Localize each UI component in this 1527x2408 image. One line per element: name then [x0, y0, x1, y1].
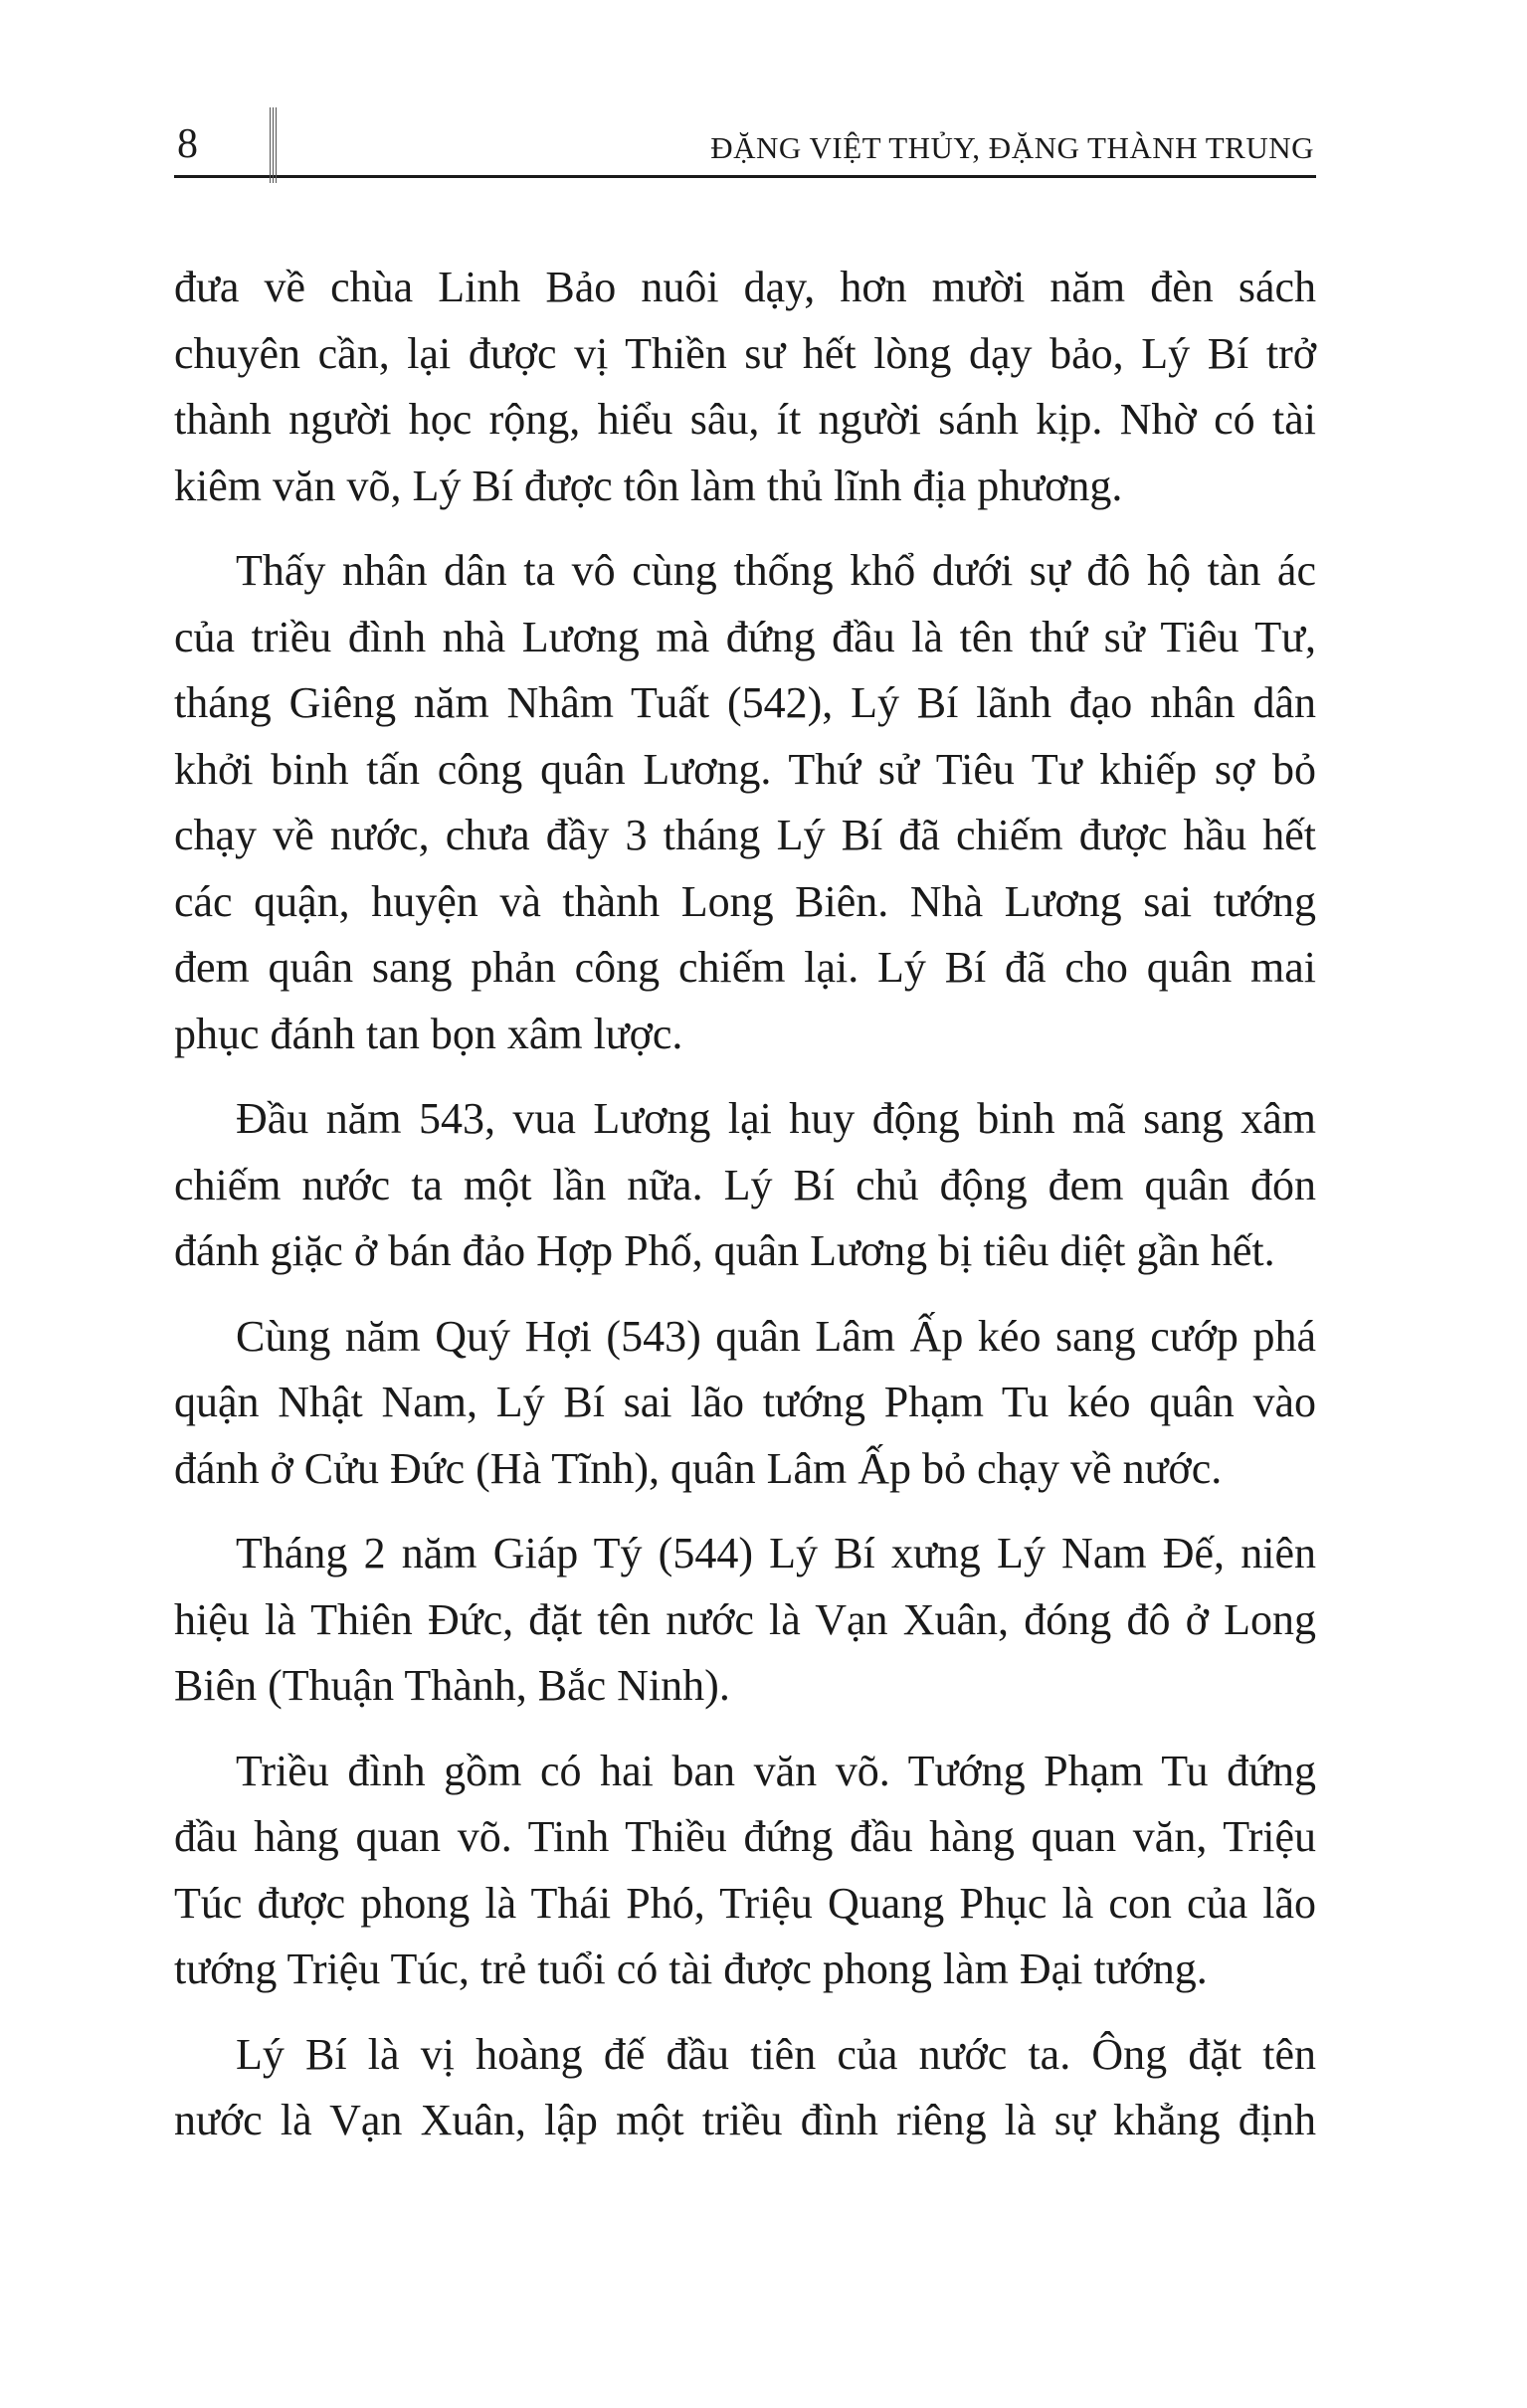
text-line: Đầu năm 543, vua Lương lại huy động binh mã sang xâm [236, 1094, 1316, 1143]
text-line: chuyên cần, lại được vị Thiền sư hết lòng dạy bảo, Lý Bí trở [174, 328, 1316, 378]
text-line: quận Nhật Nam, Lý Bí sai lão tướng Phạm Tu kéo quân vào [174, 1378, 1316, 1426]
text-line: kiêm văn võ, Lý Bí được tôn làm thủ lĩnh địa phương. [174, 461, 1123, 510]
text-line: chạy về nước, chưa đầy 3 tháng Lý Bí đã chiếm được hầu hết [174, 811, 1316, 859]
text-line: nước là Vạn Xuân, lập một triều đình riêng là sự khẳng định [174, 2096, 1316, 2144]
text-line: đem quân sang phản công chiếm lại. Lý Bí đã cho quân mai [174, 943, 1316, 992]
text-line: Lý Bí là vị hoàng đế đầu tiên của nước ta. Ông đặt tên [236, 2029, 1316, 2079]
text-line: chiếm nước ta một lần nữa. Lý Bí chủ động đem quân đón [174, 1160, 1316, 1209]
text-line: khởi binh tấn công quân Lương. Thứ sử Tiêu Tư khiếp sợ bỏ [174, 744, 1316, 794]
text-line: đánh giặc ở bán đảo Hợp Phố, quân Lương bị tiêu diệt gần hết. [174, 1226, 1275, 1275]
text-line: các quận, huyện và thành Long Biên. Nhà Lương sai tướng [174, 876, 1316, 926]
text-line: hiệu là Thiên Đức, đặt tên nước là Vạn Xuân, đóng đô ở Long [174, 1594, 1316, 1644]
text-line: tháng Giêng năm Nhâm Tuất (542), Lý Bí lãnh đạo nhân dân [174, 678, 1316, 727]
paragraph [174, 255, 1316, 519]
text-line: đầu hàng quan võ. Tinh Thiều đứng đầu hàng quan văn, Triệu [174, 1812, 1316, 1861]
text-line: Triều đình gồm có hai ban văn võ. Tướng Phạm Tu đứng [236, 1746, 1316, 1795]
paragraph [174, 1304, 1316, 1503]
text-line: Cùng năm Quý Hợi (543) quân Lâm Ấp kéo sang cướp phá [236, 1311, 1316, 1361]
text-line: Thấy nhân dân ta vô cùng thống khổ dưới sự đô hộ tàn ác [236, 546, 1316, 595]
text-line: thành người học rộng, hiểu sâu, ít người sánh kịp. Nhờ có tài [174, 395, 1316, 444]
text-line: của triều đình nhà Lương mà đứng đầu là tên thứ sử Tiêu Tư, [174, 612, 1316, 661]
running-title: ĐẶNG VIỆT THỦY, ĐẶNG THÀNH TRUNG [710, 130, 1314, 165]
header-divider-ornament [270, 107, 278, 183]
paragraph [174, 538, 1316, 1067]
page-number: 8 [177, 121, 198, 167]
paragraph [174, 1086, 1316, 1285]
body-text [174, 255, 1316, 2173]
text-line: Túc được phong là Thái Phó, Triệu Quang Phục là con của lão [174, 1878, 1316, 1928]
text-line: Biên (Thuận Thành, Bắc Ninh). [174, 1661, 730, 1710]
text-line: Tháng 2 năm Giáp Tý (544) Lý Bí xưng Lý Nam Đế, niên [236, 1529, 1316, 1577]
paragraph [174, 1739, 1316, 2003]
paragraph [174, 1521, 1316, 1720]
text-line: tướng Triệu Túc, trẻ tuổi có tài được phong làm Đại tướng. [174, 1945, 1208, 1993]
paragraph [174, 2022, 1316, 2154]
page-header [174, 111, 1316, 178]
text-line: đánh ở Cửu Đức (Hà Tĩnh), quân Lâm Ấp bỏ chạy về nước. [174, 1443, 1223, 1493]
text-line: đưa về chùa Linh Bảo nuôi dạy, hơn mười năm đèn sách [174, 263, 1316, 311]
text-line: phục đánh tan bọn xâm lược. [174, 1009, 683, 1058]
